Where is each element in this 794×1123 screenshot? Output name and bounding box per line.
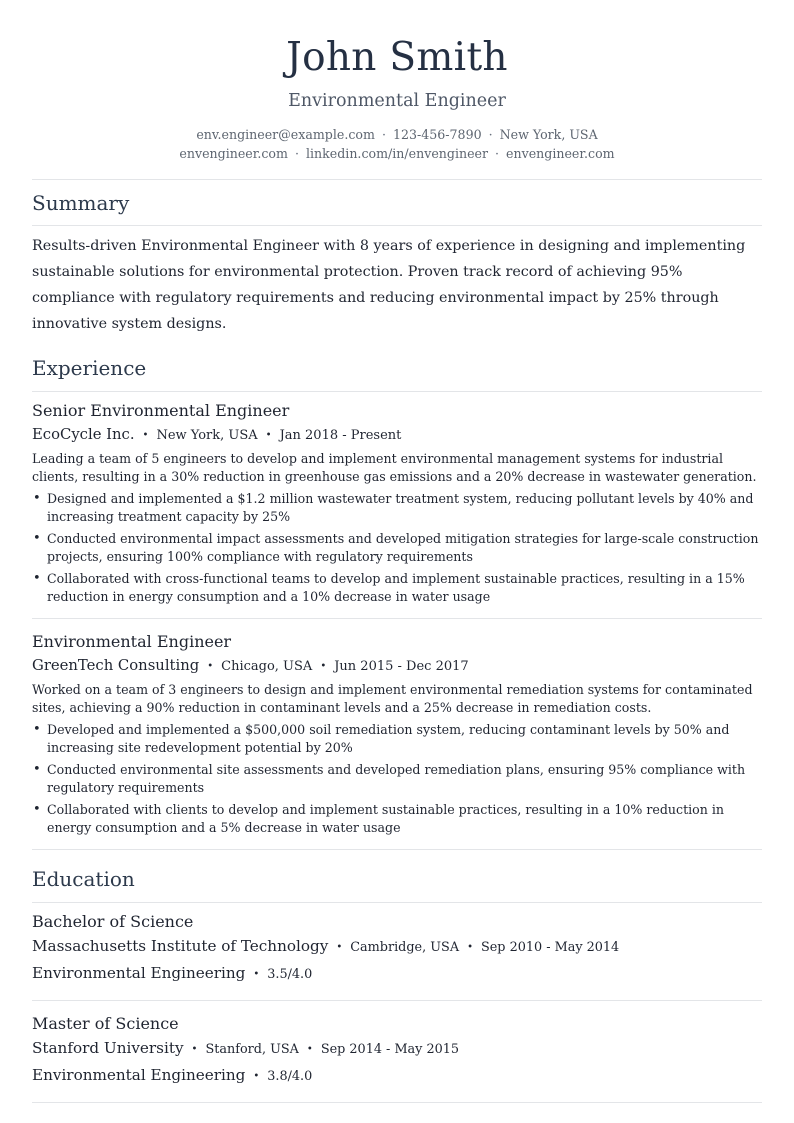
divider	[32, 225, 762, 226]
bullet-separator: •	[191, 1044, 198, 1055]
achievement-item: • Conducted environmental impact assessments and developed mitigation strategies for large-scale construction projects, ensuring 100% compliance with regulatory requirements	[32, 530, 762, 566]
degree-title: Bachelor of Science	[32, 912, 194, 931]
job-title: Environmental Engineer	[32, 632, 232, 651]
candidate-title: Environmental Engineer	[288, 91, 506, 111]
bullet-separator: •	[265, 430, 272, 441]
degree-title: Master of Science	[32, 1014, 179, 1033]
school-name: Stanford University	[32, 1039, 184, 1057]
job-location: Chicago, USA	[221, 659, 313, 674]
contact-line-1	[32, 125, 762, 144]
bullet-separator: •	[336, 942, 343, 953]
job-entry	[32, 619, 762, 837]
summary-heading: Summary	[32, 191, 130, 215]
achievement-item: • Designed and implemented a $1.2 million wastewater treatment system, reducing pollutant levels by 40% and increasing treatment capacity by 25%	[32, 490, 762, 526]
job-description: Leading a team of 5 engineers to develop and implement environmental management systems for industrial clients, resulting in a 30% reduction in greenhouse gas emissions and a 20% decrease in wastewater generation.	[32, 451, 757, 484]
bullet-separator: •	[253, 1071, 260, 1082]
achievement-item: • Conducted environmental site assessments and developed remediation plans, ensuring 95% compliance with regulatory requirements	[32, 761, 762, 797]
education-entry	[32, 903, 762, 988]
job-meta	[32, 656, 762, 678]
summary-section	[32, 180, 762, 337]
separator: ·	[495, 146, 500, 161]
bullet-separator: •	[207, 661, 214, 672]
divider	[32, 1102, 762, 1103]
separator: ·	[294, 146, 299, 161]
job-location: New York, USA	[156, 428, 258, 443]
education-heading: Education	[32, 867, 135, 891]
field-line	[32, 961, 762, 988]
company-name: EcoCycle Inc.	[32, 426, 135, 443]
gpa: 3.8/4.0	[267, 1069, 313, 1084]
contact-phone[interactable]: 123-456-7890	[392, 127, 482, 142]
job-dates: Jun 2015 - Dec 2017	[334, 659, 469, 674]
bullet-separator: •	[142, 430, 149, 441]
bullet-separator: •	[306, 1044, 313, 1055]
resume-header	[32, 0, 762, 163]
candidate-name: John Smith	[286, 35, 508, 80]
bullet-separator: •	[253, 969, 260, 980]
job-entry	[32, 392, 762, 606]
contact-info	[32, 125, 762, 163]
summary-text: Results-driven Environmental Engineer with 8 years of experience in designing and implementing sustainable solutions for environmental protection. Proven track record of achieving 95% compliance with regulatory requirements and reducing environmental impact by 25% through innovative system designs.	[32, 238, 746, 332]
contact-line-2	[32, 144, 762, 163]
contact-location: New York, USA	[499, 127, 598, 142]
field-of-study: Environmental Engineering	[32, 1066, 246, 1084]
contact-email[interactable]: env.engineer@example.com	[196, 127, 375, 142]
job-title: Senior Environmental Engineer	[32, 401, 290, 420]
gpa: 3.5/4.0	[267, 967, 313, 982]
education-section	[32, 850, 762, 1103]
education-entry	[32, 1001, 762, 1090]
achievement-item: • Collaborated with cross-functional teams to develop and implement sustainable practices, resulting in a 15% reduction in energy consumption and a 10% decrease in water usage	[32, 570, 762, 606]
separator: ·	[488, 127, 493, 142]
achievement-list	[32, 490, 762, 606]
school-location: Stanford, USA	[205, 1042, 299, 1057]
company-name: GreenTech Consulting	[32, 657, 200, 674]
separator: ·	[381, 127, 386, 142]
contact-linkedin[interactable]: linkedin.com/in/envengineer	[305, 146, 489, 161]
school-location: Cambridge, USA	[350, 940, 460, 955]
experience-heading: Experience	[32, 356, 147, 380]
achievement-item: • Developed and implemented a $500,000 soil remediation system, reducing contaminant levels by 50% and increasing site redevelopment potential by 20%	[32, 721, 762, 757]
achievement-list	[32, 721, 762, 837]
bullet-separator: •	[320, 661, 327, 672]
education-dates: Sep 2014 - May 2015	[320, 1042, 460, 1057]
school-line	[32, 934, 762, 961]
contact-website-2[interactable]: envengineer.com	[506, 146, 615, 161]
achievement-item: • Collaborated with clients to develop and implement sustainable practices, resulting in a 10% reduction in energy consumption and a 5% decrease in water usage	[32, 801, 762, 837]
job-dates: Jan 2018 - Present	[279, 428, 402, 443]
contact-website[interactable]: envengineer.com	[179, 146, 288, 161]
school-line	[32, 1036, 762, 1063]
field-of-study: Environmental Engineering	[32, 964, 246, 982]
experience-section	[32, 337, 762, 850]
education-dates: Sep 2010 - May 2014	[480, 940, 620, 955]
field-line	[32, 1063, 762, 1090]
school-name: Massachusetts Institute of Technology	[32, 937, 329, 955]
job-meta	[32, 425, 762, 447]
bullet-separator: •	[467, 942, 473, 953]
job-description: Worked on a team of 3 engineers to design and implement environmental remediation systems for contaminated sites, achieving a 90% reduction in contaminant levels and a 25% decrease in remediation costs.	[32, 682, 753, 715]
